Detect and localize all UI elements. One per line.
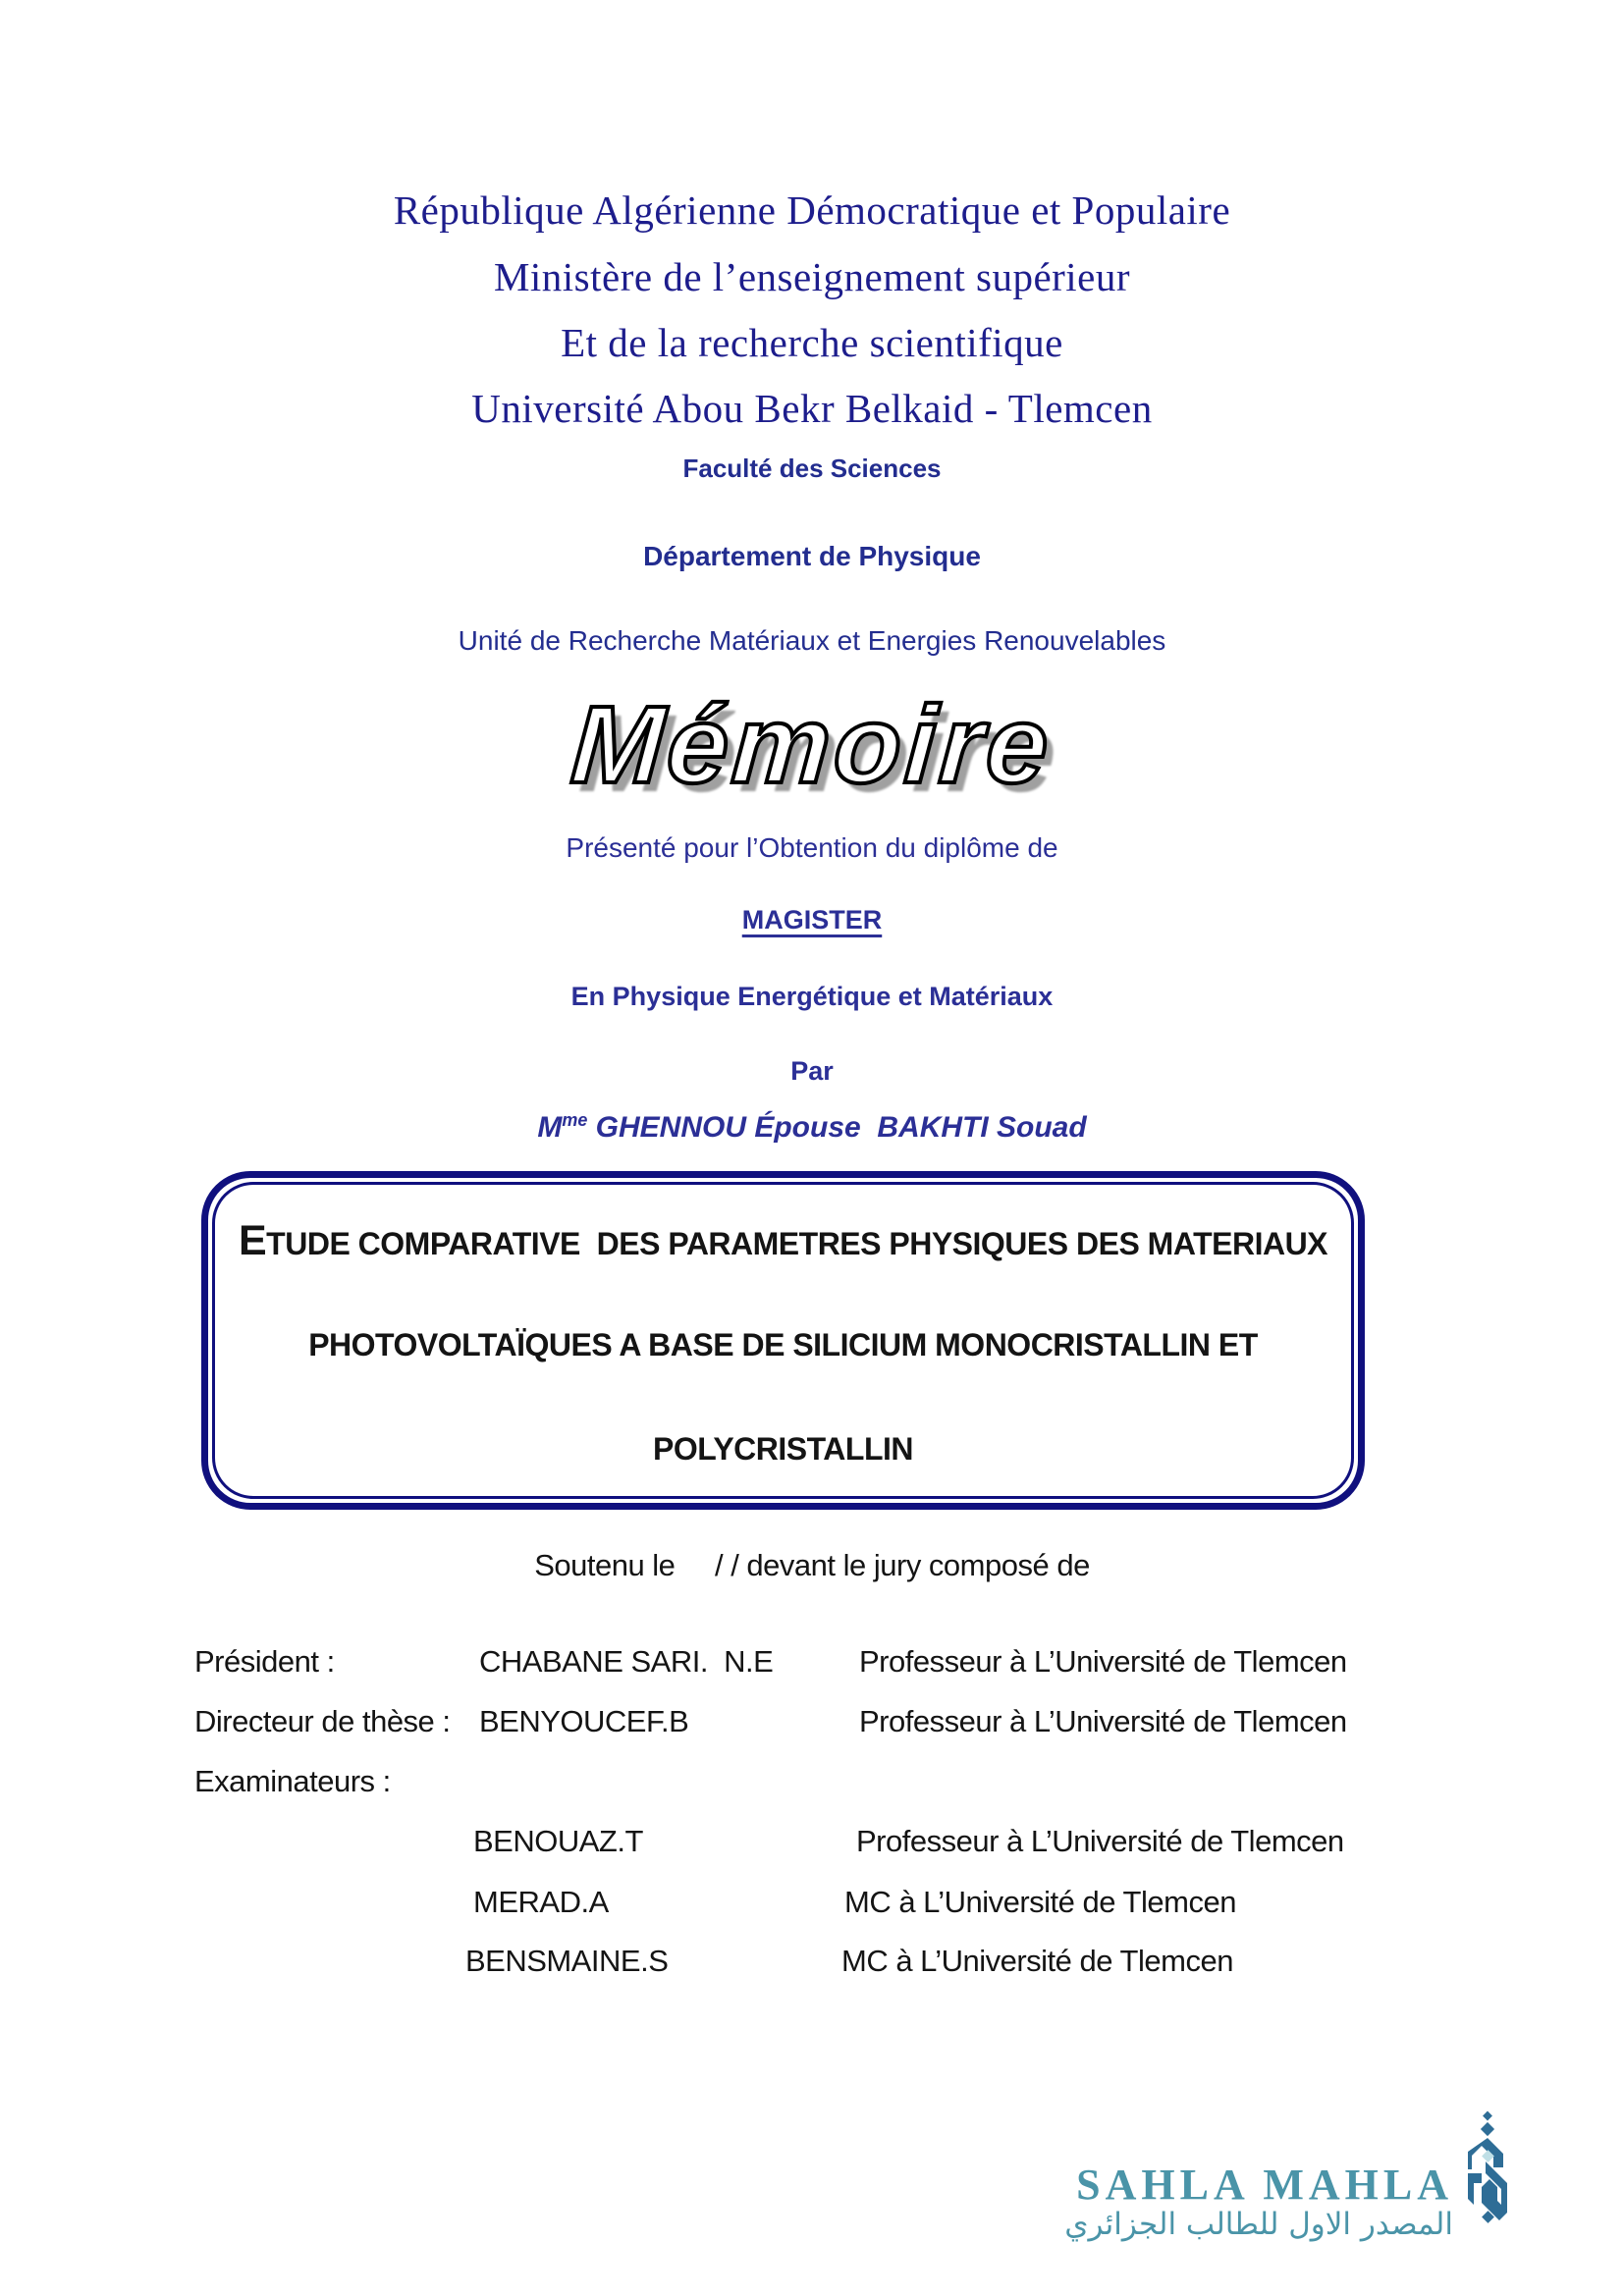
- jury-member-role: Professeur à L’Université de Tlemcen: [856, 1824, 1344, 1858]
- jury-member-role: Professeur à L’Université de Tlemcen: [859, 1644, 1347, 1679]
- author-name: [0, 1111, 1624, 1145]
- thesis-title-line-3: POLYCRISTALLIN: [652, 1431, 913, 1467]
- jury-member-name: BENSMAINE.S: [465, 1944, 669, 1978]
- research-unit-line: Unité de Recherche Matériaux et Energies Renouvelables: [458, 625, 1166, 656]
- jury-label: Directeur de thèse :: [194, 1704, 451, 1738]
- ministry-line: Ministère de l’enseignement supérieur: [493, 254, 1131, 299]
- jury-label: Président :: [194, 1644, 335, 1679]
- jury-row-examiner-3: [0, 1944, 1624, 1983]
- author-title-superscript: me: [562, 1110, 588, 1130]
- sahla-mahla-logo-mark-icon: [1460, 2110, 1515, 2226]
- jury-member-role: MC à L’Université de Tlemcen: [841, 1944, 1233, 1978]
- jury-member-name: BENOUAZ.T: [473, 1824, 643, 1858]
- author-prefix: M: [537, 1111, 563, 1144]
- jury-member-name: BENYOUCEF.B: [479, 1704, 689, 1738]
- defense-date-line: Soutenu le / / devant le jury composé de: [534, 1548, 1090, 1582]
- author-rest: GHENNOU Épouse BAKHTI Souad: [587, 1111, 1087, 1144]
- thesis-title-box: [201, 1171, 1365, 1510]
- thesis-title-initial: E: [238, 1217, 267, 1264]
- thesis-title-line-2: PHOTOVOLTAÏQUES A BASE DE SILICIUM MONOCRISTALLIN ET: [308, 1327, 1258, 1362]
- jury-row-examiners-label: [0, 1764, 1624, 1803]
- jury-row-director: [0, 1704, 1624, 1743]
- speciality-line: En Physique Energétique et Matériaux: [570, 982, 1054, 1011]
- research-line: Et de la recherche scientifique: [561, 320, 1063, 365]
- republic-line: République Algérienne Démocratique et Populaire: [393, 187, 1231, 233]
- thesis-title-line-1: ETUDE COMPARATIVE DES PARAMETRES PHYSIQUES DES MATERIAUX: [238, 1217, 1328, 1264]
- jury-member-role: Professeur à L’Université de Tlemcen: [859, 1704, 1347, 1738]
- degree-name: MAGISTER: [741, 905, 883, 934]
- university-line: Université Abou Bekr Belkaid - Tlemcen: [471, 386, 1153, 431]
- by-label: Par: [790, 1056, 834, 1086]
- presented-for-line: Présenté pour l’Obtention du diplôme de: [566, 832, 1058, 863]
- department-line: Département de Physique: [643, 541, 981, 571]
- jury-member-role: MC à L’Université de Tlemcen: [844, 1885, 1236, 1919]
- memoire-wordart-title: Mémoire: [568, 683, 1056, 806]
- jury-row-examiner-1: [0, 1824, 1624, 1863]
- sahla-mahla-brand-text: SAHLA MAHLA: [1076, 2161, 1453, 2209]
- sahla-mahla-arabic-tagline: المصدر الاول للطالب الجزائري: [1064, 2207, 1453, 2242]
- faculty-line: Faculté des Sciences: [682, 454, 942, 483]
- jury-row-examiner-2: [0, 1885, 1624, 1924]
- jury-row-president: [0, 1644, 1624, 1683]
- jury-member-name: CHABANE SARI. N.E: [479, 1644, 774, 1679]
- jury-label: Examinateurs :: [194, 1764, 391, 1798]
- jury-member-name: MERAD.A: [473, 1885, 609, 1919]
